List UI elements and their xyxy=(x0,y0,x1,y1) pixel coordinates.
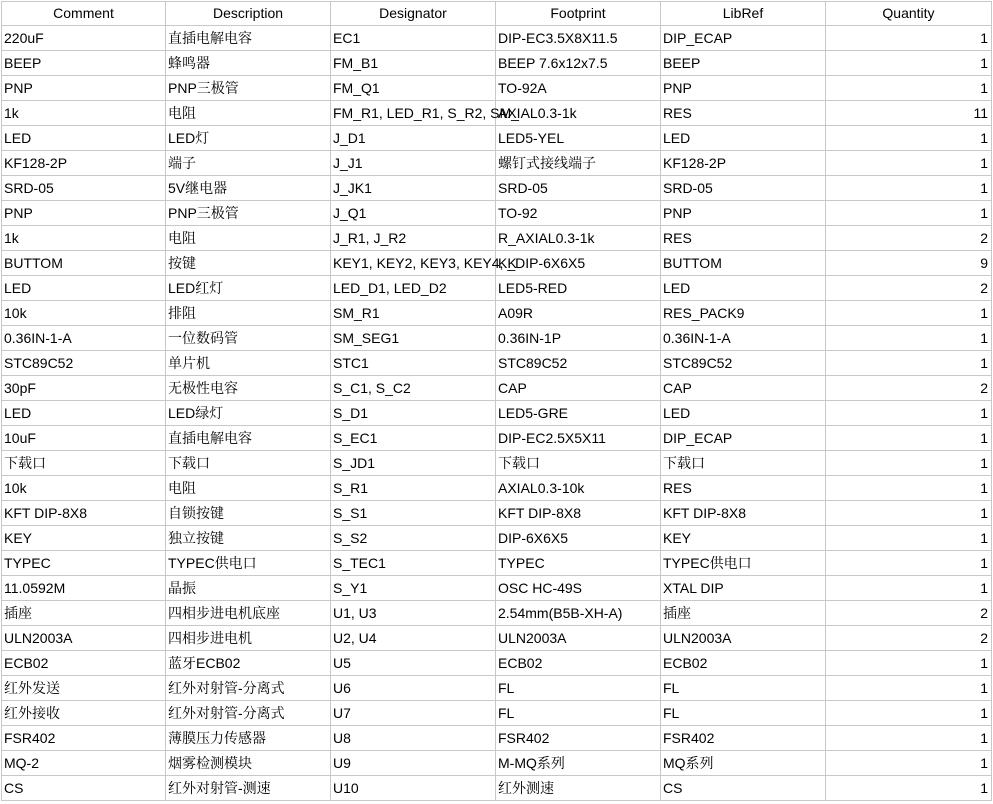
cell-comment[interactable]: BUTTOM xyxy=(2,251,166,276)
cell-quantity[interactable]: 2 xyxy=(826,226,992,251)
cell-libref[interactable]: RES xyxy=(661,226,826,251)
cell-description[interactable]: 排阻 xyxy=(166,301,331,326)
cell-comment[interactable]: MQ-2 xyxy=(2,751,166,776)
cell-libref[interactable]: LED xyxy=(661,401,826,426)
cell-description[interactable]: TYPEC供电口 xyxy=(166,551,331,576)
cell-footprint[interactable]: SRD-05 xyxy=(496,176,661,201)
cell-footprint[interactable]: TYPEC xyxy=(496,551,661,576)
cell-quantity[interactable]: 9 xyxy=(826,251,992,276)
cell-description[interactable]: 电阻 xyxy=(166,101,331,126)
cell-libref[interactable]: 插座 xyxy=(661,601,826,626)
cell-designator[interactable]: FM_B1 xyxy=(331,51,496,76)
cell-comment[interactable]: PNP xyxy=(2,201,166,226)
cell-footprint[interactable]: 0.36IN-1P xyxy=(496,326,661,351)
cell-quantity[interactable]: 1 xyxy=(826,126,992,151)
cell-libref[interactable]: ECB02 xyxy=(661,651,826,676)
cell-footprint[interactable]: M-MQ系列 xyxy=(496,751,661,776)
cell-description[interactable]: 烟雾检测模块 xyxy=(166,751,331,776)
cell-comment[interactable]: 下载口 xyxy=(2,451,166,476)
cell-comment[interactable]: LED xyxy=(2,401,166,426)
cell-description[interactable]: 无极性电容 xyxy=(166,376,331,401)
cell-description[interactable]: 自锁按键 xyxy=(166,501,331,526)
cell-designator[interactable]: S_EC1 xyxy=(331,426,496,451)
header-quantity[interactable]: Quantity xyxy=(826,2,992,26)
cell-designator[interactable]: S_D1 xyxy=(331,401,496,426)
cell-description[interactable]: 5V继电器 xyxy=(166,176,331,201)
cell-designator[interactable]: J_Q1 xyxy=(331,201,496,226)
table-row[interactable] xyxy=(2,426,992,451)
cell-libref[interactable]: BEEP xyxy=(661,51,826,76)
cell-footprint[interactable]: LED5-RED xyxy=(496,276,661,301)
cell-comment[interactable]: 220uF xyxy=(2,26,166,51)
cell-libref[interactable]: STC89C52 xyxy=(661,351,826,376)
cell-libref[interactable]: RES xyxy=(661,101,826,126)
header-libref[interactable]: LibRef xyxy=(661,2,826,26)
table-row[interactable] xyxy=(2,401,992,426)
cell-quantity[interactable]: 1 xyxy=(826,51,992,76)
cell-quantity[interactable]: 2 xyxy=(826,626,992,651)
header-description[interactable]: Description xyxy=(166,2,331,26)
table-row[interactable] xyxy=(2,176,992,201)
cell-quantity[interactable]: 1 xyxy=(826,676,992,701)
cell-quantity[interactable]: 1 xyxy=(826,326,992,351)
table-row[interactable] xyxy=(2,601,992,626)
cell-quantity[interactable]: 1 xyxy=(826,651,992,676)
cell-libref[interactable]: 0.36IN-1-A xyxy=(661,326,826,351)
cell-libref[interactable]: KEY xyxy=(661,526,826,551)
cell-footprint[interactable]: 下载口 xyxy=(496,451,661,476)
table-row[interactable] xyxy=(2,701,992,726)
cell-footprint[interactable]: DIP-6X6X5 xyxy=(496,526,661,551)
cell-description[interactable]: 电阻 xyxy=(166,226,331,251)
cell-footprint[interactable]: KFT DIP-8X8 xyxy=(496,501,661,526)
table-row[interactable] xyxy=(2,226,992,251)
table-row[interactable] xyxy=(2,451,992,476)
cell-comment[interactable]: KEY xyxy=(2,526,166,551)
cell-quantity[interactable]: 1 xyxy=(826,526,992,551)
cell-designator[interactable]: FM_Q1 xyxy=(331,76,496,101)
cell-footprint[interactable]: FSR402 xyxy=(496,726,661,751)
cell-footprint[interactable]: AXIAL0.3-1k xyxy=(496,101,661,126)
cell-quantity[interactable]: 2 xyxy=(826,276,992,301)
cell-quantity[interactable]: 1 xyxy=(826,151,992,176)
cell-comment[interactable]: 10k xyxy=(2,301,166,326)
table-row[interactable] xyxy=(2,251,992,276)
cell-libref[interactable]: LED xyxy=(661,276,826,301)
cell-quantity[interactable]: 1 xyxy=(826,776,992,801)
cell-description[interactable]: 按键 xyxy=(166,251,331,276)
cell-designator[interactable]: S_TEC1 xyxy=(331,551,496,576)
cell-designator[interactable]: S_S2 xyxy=(331,526,496,551)
cell-quantity[interactable]: 2 xyxy=(826,601,992,626)
cell-comment[interactable]: 1k xyxy=(2,101,166,126)
table-row[interactable] xyxy=(2,576,992,601)
cell-libref[interactable]: XTAL DIP xyxy=(661,576,826,601)
cell-footprint[interactable]: ULN2003A xyxy=(496,626,661,651)
table-row[interactable] xyxy=(2,776,992,801)
cell-footprint[interactable]: AXIAL0.3-10k xyxy=(496,476,661,501)
table-row[interactable] xyxy=(2,126,992,151)
table-row[interactable] xyxy=(2,301,992,326)
cell-footprint[interactable]: A09R xyxy=(496,301,661,326)
cell-quantity[interactable]: 1 xyxy=(826,401,992,426)
cell-description[interactable]: LED灯 xyxy=(166,126,331,151)
table-row[interactable] xyxy=(2,501,992,526)
cell-description[interactable]: 四相步进电机 xyxy=(166,626,331,651)
cell-comment[interactable]: PNP xyxy=(2,76,166,101)
cell-libref[interactable]: BUTTOM xyxy=(661,251,826,276)
bom-body xyxy=(2,26,992,801)
cell-comment[interactable]: KF128-2P xyxy=(2,151,166,176)
cell-designator[interactable]: S_S1 xyxy=(331,501,496,526)
cell-footprint[interactable]: 红外测速 xyxy=(496,776,661,801)
cell-description[interactable]: 下载口 xyxy=(166,451,331,476)
cell-libref[interactable]: FSR402 xyxy=(661,726,826,751)
table-row[interactable] xyxy=(2,276,992,301)
cell-description[interactable]: 单片机 xyxy=(166,351,331,376)
cell-designator[interactable]: U5 xyxy=(331,651,496,676)
table-row[interactable] xyxy=(2,201,992,226)
cell-footprint[interactable]: ECB02 xyxy=(496,651,661,676)
cell-description[interactable]: LED绿灯 xyxy=(166,401,331,426)
cell-footprint[interactable]: 螺钉式接线端子 xyxy=(496,151,661,176)
cell-comment[interactable]: 红外发送 xyxy=(2,676,166,701)
cell-libref[interactable]: TYPEC供电口 xyxy=(661,551,826,576)
cell-designator[interactable]: SM_SEG1 xyxy=(331,326,496,351)
cell-comment[interactable]: 30pF xyxy=(2,376,166,401)
cell-quantity[interactable]: 1 xyxy=(826,426,992,451)
cell-comment[interactable]: 10k xyxy=(2,476,166,501)
cell-libref[interactable]: PNP xyxy=(661,76,826,101)
cell-designator[interactable]: U10 xyxy=(331,776,496,801)
cell-comment[interactable]: 红外接收 xyxy=(2,701,166,726)
cell-comment[interactable]: SRD-05 xyxy=(2,176,166,201)
cell-designator[interactable]: S_R1 xyxy=(331,476,496,501)
cell-libref[interactable]: CS xyxy=(661,776,826,801)
cell-comment[interactable]: 11.0592M xyxy=(2,576,166,601)
cell-description[interactable]: 四相步进电机底座 xyxy=(166,601,331,626)
cell-description[interactable]: PNP三极管 xyxy=(166,201,331,226)
table-row[interactable] xyxy=(2,626,992,651)
table-row[interactable] xyxy=(2,351,992,376)
cell-comment[interactable]: ECB02 xyxy=(2,651,166,676)
cell-footprint[interactable]: LED5-YEL xyxy=(496,126,661,151)
cell-footprint[interactable]: 2.54mm(B5B-XH-A) xyxy=(496,601,661,626)
cell-footprint[interactable]: OSC HC-49S xyxy=(496,576,661,601)
cell-comment[interactable]: LED xyxy=(2,276,166,301)
cell-comment[interactable]: 1k xyxy=(2,226,166,251)
cell-footprint[interactable]: DIP-EC3.5X8X11.5 xyxy=(496,26,661,51)
cell-description[interactable]: 直插电解电容 xyxy=(166,426,331,451)
cell-designator[interactable]: S_C1, S_C2 xyxy=(331,376,496,401)
cell-designator[interactable]: J_R1, J_R2 xyxy=(331,226,496,251)
cell-footprint[interactable]: TO-92 xyxy=(496,201,661,226)
cell-quantity[interactable]: 1 xyxy=(826,751,992,776)
header-designator[interactable]: Designator xyxy=(331,2,496,26)
cell-comment[interactable]: STC89C52 xyxy=(2,351,166,376)
cell-comment[interactable]: 0.36IN-1-A xyxy=(2,326,166,351)
cell-quantity[interactable]: 1 xyxy=(826,301,992,326)
cell-designator[interactable]: S_Y1 xyxy=(331,576,496,601)
cell-comment[interactable]: KFT DIP-8X8 xyxy=(2,501,166,526)
cell-designator[interactable]: U7 xyxy=(331,701,496,726)
cell-designator[interactable]: U1, U3 xyxy=(331,601,496,626)
cell-quantity[interactable]: 1 xyxy=(826,726,992,751)
cell-footprint[interactable]: FL xyxy=(496,676,661,701)
cell-libref[interactable]: KFT DIP-8X8 xyxy=(661,501,826,526)
cell-description[interactable]: 晶振 xyxy=(166,576,331,601)
cell-comment[interactable]: FSR402 xyxy=(2,726,166,751)
cell-libref[interactable]: DIP_ECAP xyxy=(661,26,826,51)
cell-description[interactable]: 电阻 xyxy=(166,476,331,501)
cell-libref[interactable]: SRD-05 xyxy=(661,176,826,201)
table-row[interactable] xyxy=(2,476,992,501)
cell-footprint[interactable]: STC89C52 xyxy=(496,351,661,376)
cell-description[interactable]: 红外对射管-分离式 xyxy=(166,701,331,726)
cell-designator[interactable]: J_J1 xyxy=(331,151,496,176)
cell-quantity[interactable]: 1 xyxy=(826,76,992,101)
cell-libref[interactable]: KF128-2P xyxy=(661,151,826,176)
cell-designator[interactable]: STC1 xyxy=(331,351,496,376)
table-row[interactable] xyxy=(2,726,992,751)
table-row[interactable] xyxy=(2,751,992,776)
cell-comment[interactable]: 插座 xyxy=(2,601,166,626)
cell-comment[interactable]: BEEP xyxy=(2,51,166,76)
cell-quantity[interactable]: 1 xyxy=(826,701,992,726)
table-row[interactable] xyxy=(2,51,992,76)
header-comment[interactable]: Comment xyxy=(2,2,166,26)
cell-quantity[interactable]: 1 xyxy=(826,476,992,501)
table-row[interactable] xyxy=(2,76,992,101)
cell-comment[interactable]: 10uF xyxy=(2,426,166,451)
table-row[interactable] xyxy=(2,651,992,676)
table-row[interactable] xyxy=(2,526,992,551)
cell-comment[interactable]: TYPEC xyxy=(2,551,166,576)
cell-libref[interactable]: MQ系列 xyxy=(661,751,826,776)
cell-description[interactable]: LED红灯 xyxy=(166,276,331,301)
cell-libref[interactable]: PNP xyxy=(661,201,826,226)
cell-libref[interactable]: FL xyxy=(661,701,826,726)
table-row[interactable] xyxy=(2,551,992,576)
table-row[interactable] xyxy=(2,151,992,176)
table-row[interactable] xyxy=(2,26,992,51)
cell-description[interactable]: 蜂鸣器 xyxy=(166,51,331,76)
cell-footprint[interactable]: BEEP 7.6x12x7.5 xyxy=(496,51,661,76)
cell-comment[interactable]: LED xyxy=(2,126,166,151)
cell-quantity[interactable]: 1 xyxy=(826,451,992,476)
table-row[interactable] xyxy=(2,326,992,351)
cell-designator[interactable]: EC1 xyxy=(331,26,496,51)
cell-designator[interactable]: KEY1, KEY2, KEY3, KEY4, K xyxy=(331,251,496,276)
cell-footprint[interactable]: CAP xyxy=(496,376,661,401)
cell-designator[interactable]: LED_D1, LED_D2 xyxy=(331,276,496,301)
cell-libref[interactable]: ULN2003A xyxy=(661,626,826,651)
cell-libref[interactable]: RES xyxy=(661,476,826,501)
cell-libref[interactable]: CAP xyxy=(661,376,826,401)
cell-footprint[interactable]: TO-92A xyxy=(496,76,661,101)
cell-libref[interactable]: FL xyxy=(661,676,826,701)
cell-comment[interactable]: CS xyxy=(2,776,166,801)
table-row[interactable] xyxy=(2,376,992,401)
cell-comment[interactable]: ULN2003A xyxy=(2,626,166,651)
table-row[interactable] xyxy=(2,101,992,126)
cell-libref[interactable]: RES_PACK9 xyxy=(661,301,826,326)
cell-description[interactable]: 直插电解电容 xyxy=(166,26,331,51)
cell-designator[interactable]: U8 xyxy=(331,726,496,751)
cell-footprint[interactable]: DIP-EC2.5X5X11 xyxy=(496,426,661,451)
cell-description[interactable]: 薄膜压力传感器 xyxy=(166,726,331,751)
cell-description[interactable]: 端子 xyxy=(166,151,331,176)
cell-quantity[interactable]: 11 xyxy=(826,101,992,126)
cell-footprint[interactable]: K_DIP-6X6X5 xyxy=(496,251,661,276)
cell-quantity[interactable]: 2 xyxy=(826,376,992,401)
table-row[interactable] xyxy=(2,676,992,701)
cell-footprint[interactable]: R_AXIAL0.3-1k xyxy=(496,226,661,251)
cell-quantity[interactable]: 1 xyxy=(826,201,992,226)
cell-description[interactable]: 蓝牙ECB02 xyxy=(166,651,331,676)
bom-table xyxy=(1,1,992,801)
cell-libref[interactable]: LED xyxy=(661,126,826,151)
cell-quantity[interactable]: 1 xyxy=(826,576,992,601)
cell-libref[interactable]: DIP_ECAP xyxy=(661,426,826,451)
cell-footprint[interactable]: LED5-GRE xyxy=(496,401,661,426)
cell-quantity[interactable]: 1 xyxy=(826,176,992,201)
cell-designator[interactable]: S_JD1 xyxy=(331,451,496,476)
cell-libref[interactable]: 下载口 xyxy=(661,451,826,476)
cell-quantity[interactable]: 1 xyxy=(826,26,992,51)
cell-designator[interactable]: J_JK1 xyxy=(331,176,496,201)
cell-designator[interactable]: J_D1 xyxy=(331,126,496,151)
cell-footprint[interactable]: FL xyxy=(496,701,661,726)
cell-designator[interactable]: FM_R1, LED_R1, S_R2, SM_ xyxy=(331,101,496,126)
cell-description[interactable]: PNP三极管 xyxy=(166,76,331,101)
cell-designator[interactable]: SM_R1 xyxy=(331,301,496,326)
cell-description[interactable]: 红外对射管-测速 xyxy=(166,776,331,801)
cell-quantity[interactable]: 1 xyxy=(826,551,992,576)
cell-designator[interactable]: U9 xyxy=(331,751,496,776)
cell-description[interactable]: 一位数码管 xyxy=(166,326,331,351)
cell-designator[interactable]: U2, U4 xyxy=(331,626,496,651)
header-row xyxy=(2,2,992,26)
cell-quantity[interactable]: 1 xyxy=(826,351,992,376)
cell-designator[interactable]: U6 xyxy=(331,676,496,701)
cell-description[interactable]: 独立按键 xyxy=(166,526,331,551)
cell-quantity[interactable]: 1 xyxy=(826,501,992,526)
cell-description[interactable]: 红外对射管-分离式 xyxy=(166,676,331,701)
header-footprint[interactable]: Footprint xyxy=(496,2,661,26)
